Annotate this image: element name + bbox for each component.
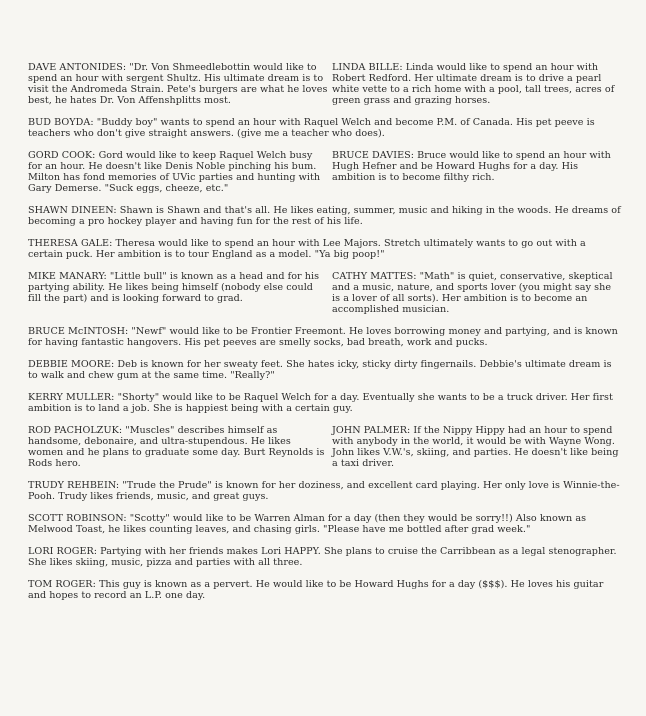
entry-cathy-mattes: CATHY MATTES: "Math" is quiet, conservative, skeptical and a music, nature, and sports lover (you might say she is a lover of all sorts). Her ambition is to become an accomplished musician.: [332, 271, 613, 315]
entry-row: [28, 425, 622, 469]
entry-row: [28, 150, 622, 194]
entry-rod-pacholzuk: ROD PACHOLZUK: "Muscles" describes himself as handsome, debonaire, and ultra-stupendous. He likes women and he plans to graduate some day. Burt Reynolds is Rods hero.: [28, 425, 325, 469]
entry-row: [28, 62, 622, 106]
entry-row: [28, 271, 622, 315]
entry-linda-bille: LINDA BILLE: Linda would like to spend an hour with Robert Redford. Her ultimate dream is to drive a pearl white vette to a rich home with a pool, tall trees, acres of green grass and grazing horses.: [332, 62, 615, 106]
entry-theresa-gale: THERESA GALE: Theresa would like to spend an hour with Lee Majors. Stretch ultimately wants to go out with a certain puck. Her ambition is to tour England as a model. "Ya big poop!": [28, 238, 586, 260]
entry-mike-manary: MIKE MANARY: "Little bull" is known as a head and for his partying ability. He likes being himself (nobody else could fill the part) and is looking forward to grad.: [28, 271, 320, 304]
entry-bruce-mcintosh: BRUCE McINTOSH: "Newf" would like to be Frontier Freemont. He loves borrowing money and partying, and is known for having fantastic hangovers. His pet peeves are smelly socks, bad breath, work and pucks.: [28, 326, 618, 348]
entry-trudy-rehbein: TRUDY REHBEIN: "Trude the Prude" is known for her doziness, and excellent card playing. Her only love is Winnie-the-Pooh. Trudy likes friends, music, and great guys.: [28, 480, 620, 502]
entry-tom-roger: TOM ROGER: This guy is known as a pervert. He would like to be Howard Hughs for a day ($$$). He loves his guitar and hopes to record an L.P. one day.: [28, 579, 604, 601]
entry-shawn-dineen: SHAWN DINEEN: Shawn is Shawn and that's all. He likes eating, summer, music and hiking in the woods. He dreams of becoming a pro hockey player and having fun for the rest of his life.: [28, 205, 621, 227]
entry-bud-boyda: BUD BOYDA: "Buddy boy" wants to spend an hour with Raquel Welch and become P.M. of Canada. His pet peeve is teachers who don't give straight answers. (give me a teacher who does).: [28, 117, 595, 139]
entry-john-palmer: JOHN PALMER: If the Nippy Hippy had an hour to spend with anybody in the world, it would be with Wayne Wong. John likes V.W.'s, skiing, and parties. He doesn't like being a taxi driver.: [332, 425, 619, 469]
entry-lori-roger: LORI ROGER: Partying with her friends makes Lori HAPPY. She plans to cruise the Carribbean as a legal stenographer. She likes skiing, music, pizza and parties with all three.: [28, 546, 617, 568]
entry-kerry-muller: KERRY MULLER: "Shorty" would like to be Raquel Welch for a day. Eventually she wants to be a truck driver. Her first ambition is to land a job. She is happiest being with a certain guy.: [28, 392, 613, 414]
entry-gord-cook: GORD COOK: Gord would like to keep Raquel Welch busy for an hour. He doesn't like Denis Noble pinching his bum. Milton has fond memories of UVic parties and hunting with Gary Demerse. "Suck eggs, cheeze, etc.": [28, 150, 321, 194]
entry-scott-robinson: SCOTT ROBINSON: "Scotty" would like to be Warren Alman for a day (then they would be sorry!!) Also known as Melwood Toast, he likes counting leaves, and chasing girls. "Please have me bottled after grad week.": [28, 513, 587, 535]
entry-debbie-moore: DEBBIE MOORE: Deb is known for her sweaty feet. She hates icky, sticky dirty fingernails. Debbie's ultimate dream is to walk and chew gum at the same time. "Really?": [28, 359, 612, 381]
entry-bruce-davies: BRUCE DAVIES: Bruce would like to spend an hour with Hugh Hefner and be Howard Hughs for a day. His ambition is to become filthy rich.: [332, 150, 611, 183]
entry-dave-antonides: DAVE ANTONIDES: "Dr. Von Shmeedlebottin would like to spend an hour with sergent Shultz. His ultimate dream is to visit the Andromeda Strain. Pete's burgers are what he loves best, he hates Dr. Von Affenshplitts most.: [28, 62, 328, 106]
